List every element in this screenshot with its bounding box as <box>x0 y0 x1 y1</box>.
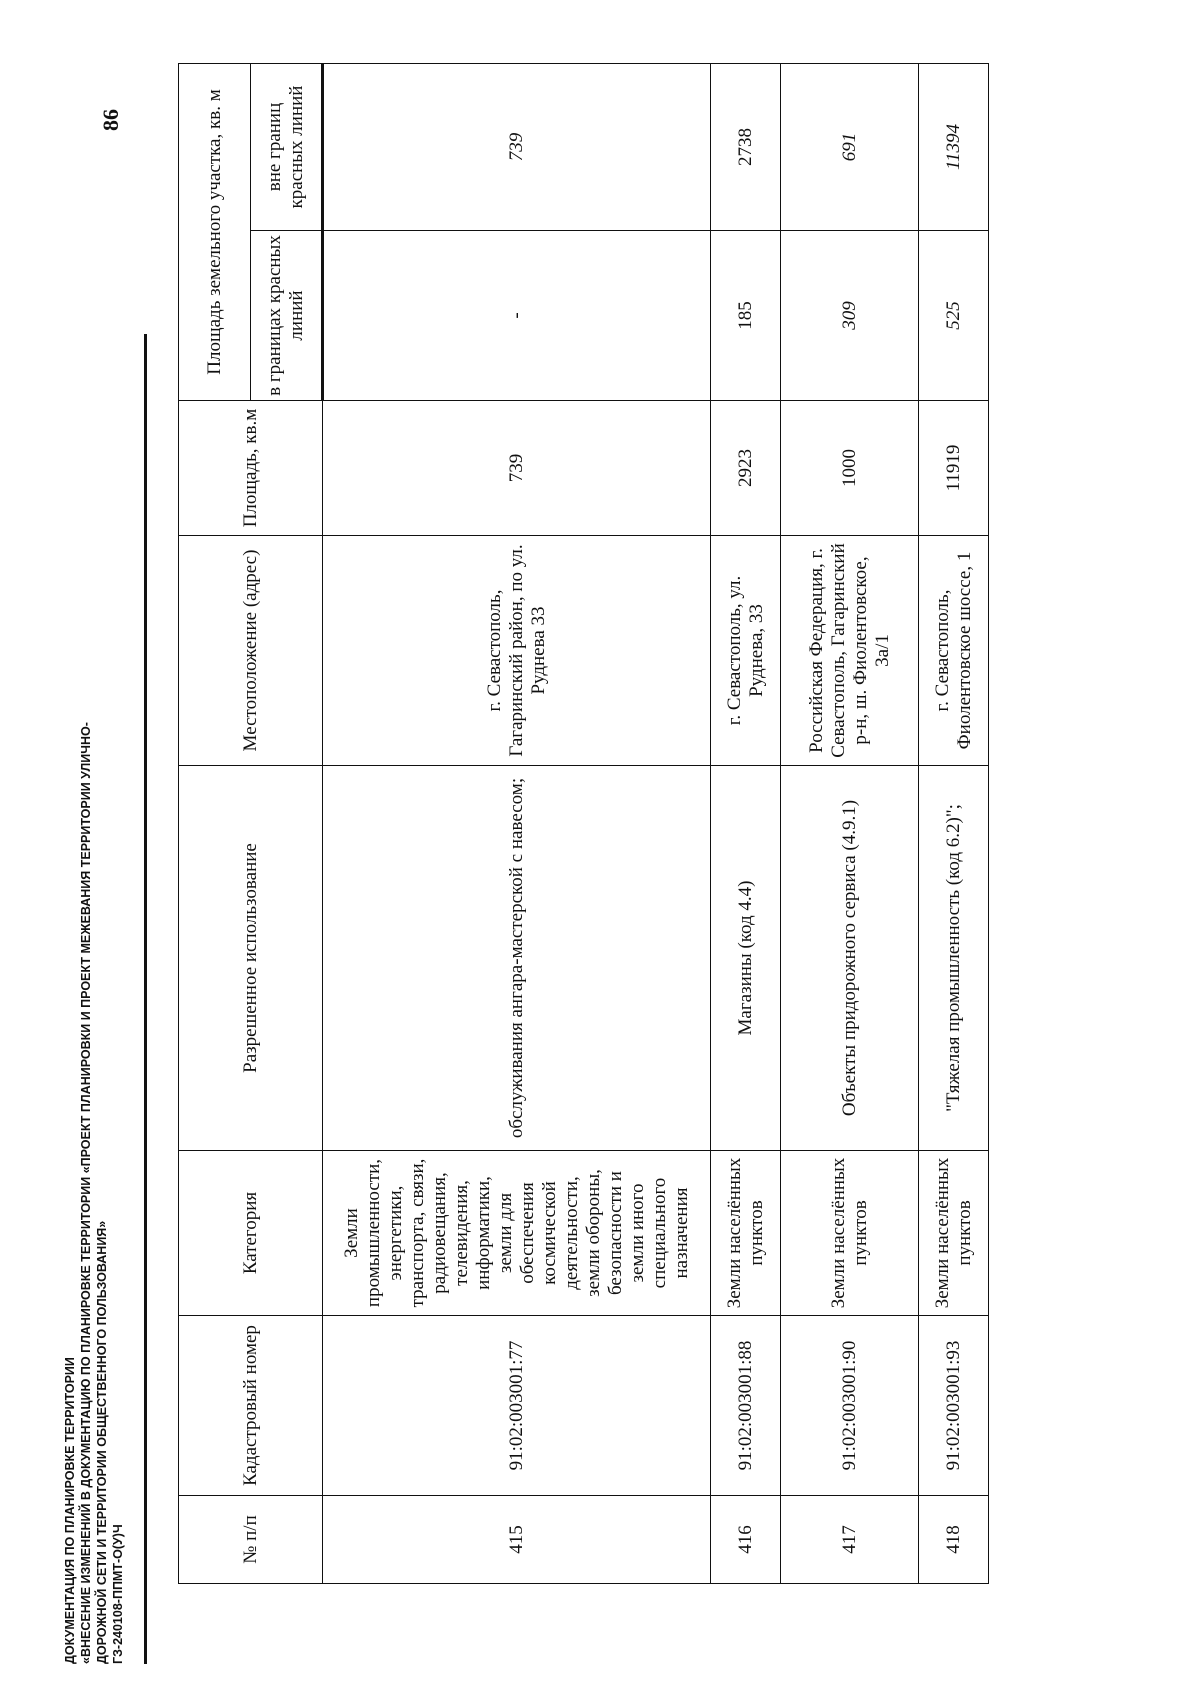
cell-area: 739 <box>323 401 711 536</box>
cell-num: 416 <box>711 1496 781 1584</box>
cell-cadastral: 91:02:003001:77 <box>323 1316 711 1496</box>
cell-inside: - <box>323 231 711 401</box>
header-area: Площадь, кв.м <box>179 401 323 536</box>
table-row <box>781 64 919 1584</box>
table-row <box>711 64 781 1584</box>
cell-outside: 691 <box>781 64 919 231</box>
cell-location: г. Севастополь, Гагаринский район, по ул. Руднева 33 <box>323 536 711 766</box>
table-row <box>919 64 989 1584</box>
cell-outside: 11394 <box>919 64 989 231</box>
header-line: «ВНЕСЕНИЕ ИЗМЕНЕНИЙ В ДОКУМЕНТАЦИЮ ПО ПЛАНИРОВКЕ ТЕРРИТОРИИ «ПРОЕКТ ПЛАНИРОВКИ И ПРОЕКТ МЕЖЕВАНИЯ ТЕРРИТОРИИ УЛИЧНО- <box>79 722 93 1664</box>
cell-use: "Тяжелая промышленность (код 6.2)"; <box>919 766 989 1151</box>
table-row <box>323 64 711 1584</box>
cell-location: г. Севастополь, Фиолентовское шоссе, 1 <box>919 536 989 766</box>
cell-cadastral: 91:02:003001:88 <box>711 1316 781 1496</box>
cell-cadastral: 91:02:003001:93 <box>919 1316 989 1496</box>
cell-outside: 2738 <box>711 64 781 231</box>
header-inside-red-lines: в границах красных линий <box>251 231 323 401</box>
header-line: ДОРОЖНОЙ СЕТИ И ТЕРРИТОРИИ ОБЩЕСТВЕННОГО ПОЛЬЗОВАНИЯ» <box>95 1220 109 1664</box>
cell-use: Объекты придорожного сервиса (4.9.1) <box>781 766 919 1151</box>
header-category: Категория <box>179 1151 323 1316</box>
cell-inside: 525 <box>919 231 989 401</box>
cell-area: 11919 <box>919 401 989 536</box>
cell-num: 415 <box>323 1496 711 1584</box>
header-line: ГЗ-240108-ППМТ-О(У)Ч <box>111 1524 125 1664</box>
cell-area: 1000 <box>781 401 919 536</box>
cell-use: обслуживания ангара-мастерской с навесом; <box>323 766 711 1151</box>
document-header <box>62 514 126 1664</box>
cell-location: Российская Федерация, г. Севастополь, Гагаринский р-н, ш. Фиолентовское, 3а/1 <box>781 536 919 766</box>
cell-cadastral: 91:02:003001:90 <box>781 1316 919 1496</box>
cell-category: Земли населённых пунктов <box>781 1151 919 1316</box>
cell-area: 2923 <box>711 401 781 536</box>
header-outside-red-lines: вне границ красных линий <box>251 64 323 231</box>
header-land-area: Площадь земельного участка, кв. м <box>179 64 251 401</box>
cell-inside: 309 <box>781 231 919 401</box>
header-line: ДОКУМЕНТАЦИЯ ПО ПЛАНИРОВКЕ ТЕРРИТОРИИ <box>63 1357 77 1664</box>
page-number: 86 <box>98 109 123 131</box>
land-plots-table <box>178 63 989 1584</box>
cell-category: Земли населённых пунктов <box>711 1151 781 1316</box>
header-cadastral: Кадастровый номер <box>179 1316 323 1496</box>
cell-use: Магазины (код 4.4) <box>711 766 781 1151</box>
cell-num: 417 <box>781 1496 919 1584</box>
header-location: Местоположение (адрес) <box>179 536 323 766</box>
cell-location: г. Севастополь, ул. Руднева, 33 <box>711 536 781 766</box>
header-rule <box>144 334 147 1664</box>
cell-category: Земли промышленности, энергетики, транспорта, связи, радиовещания, телевидения, информатики, земли для обеспечения космической деятельности, земли обороны, безопасности и земли иного специального назначения <box>323 1151 711 1316</box>
cell-num: 418 <box>919 1496 989 1584</box>
cell-category: Земли населённых пунктов <box>919 1151 989 1316</box>
header-num: № п/п <box>179 1496 323 1584</box>
header-use: Разрешенное использование <box>179 766 323 1151</box>
cell-outside: 739 <box>323 64 711 231</box>
cell-inside: 185 <box>711 231 781 401</box>
